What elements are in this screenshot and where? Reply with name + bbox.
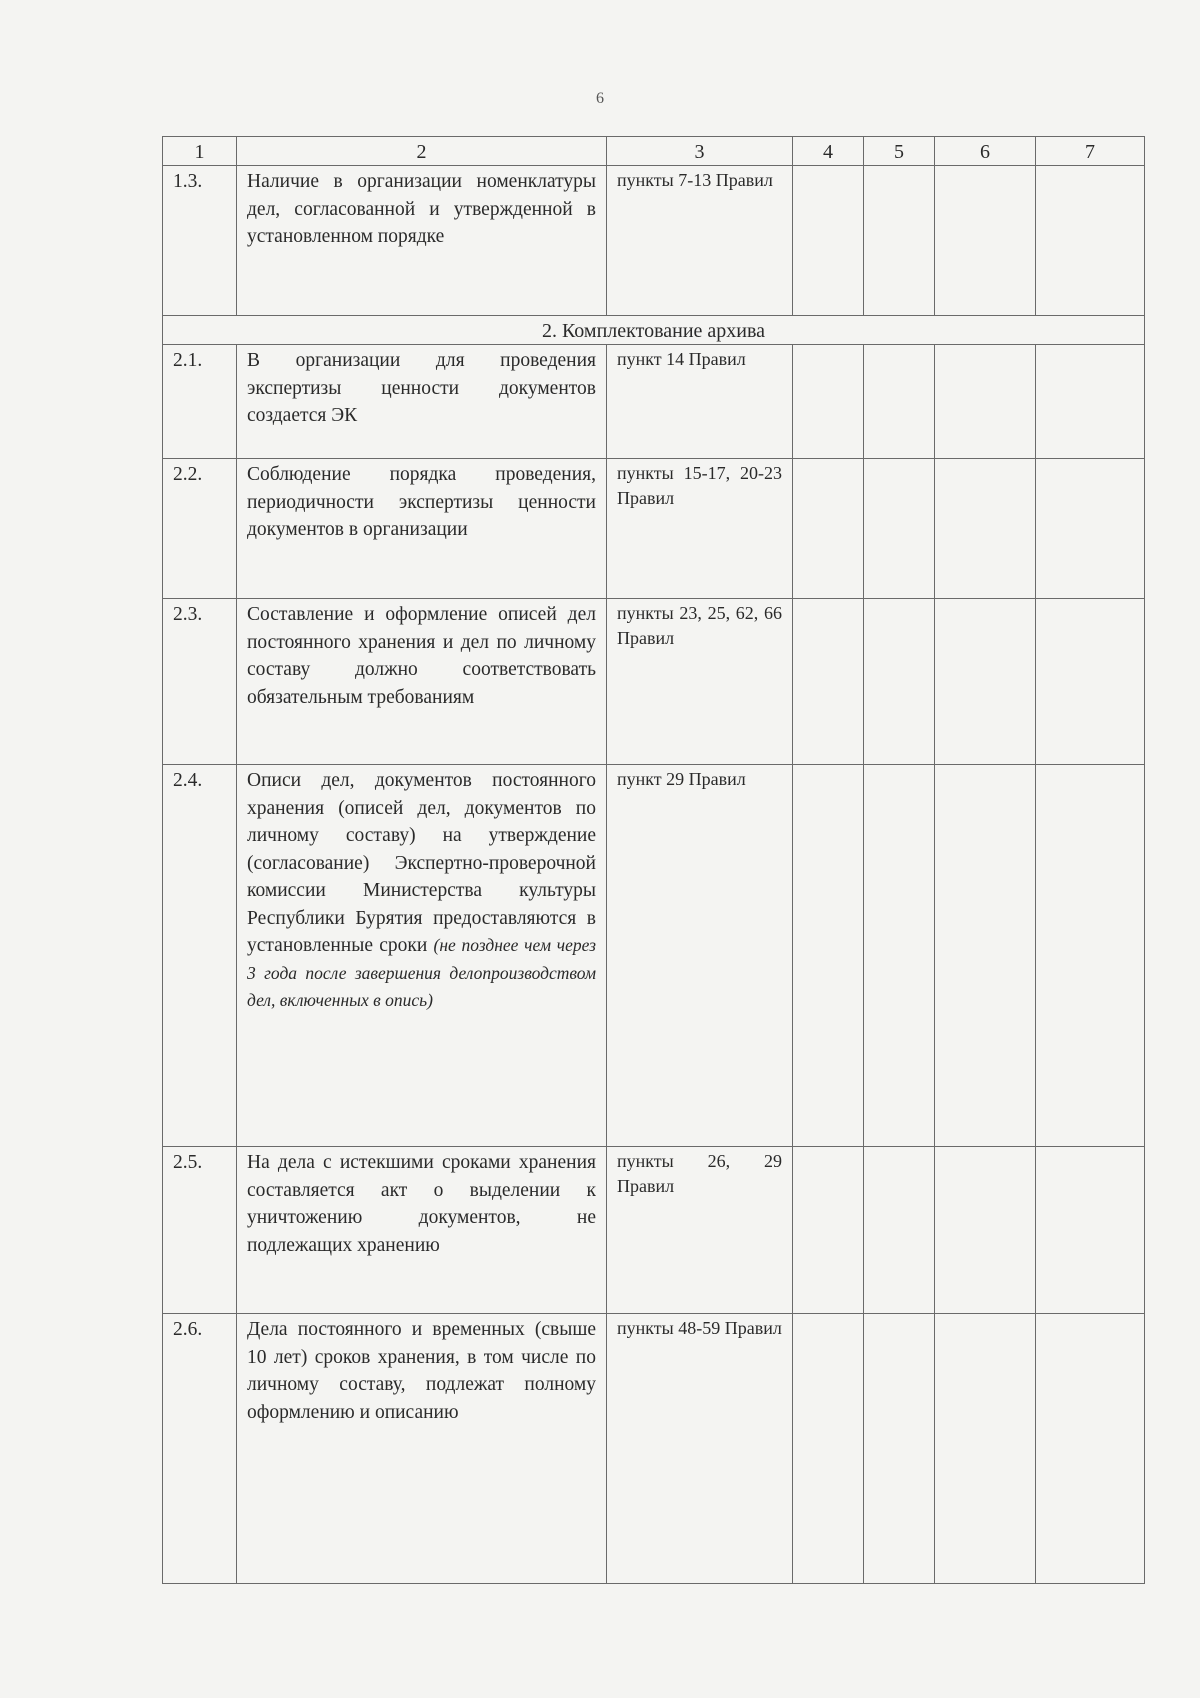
- row-number: 1.3.: [163, 166, 237, 316]
- column-header-1: 1: [163, 137, 237, 166]
- requirement-text: Соблюдение порядка проведения, периодичности экспертизы ценности документов в организации: [237, 459, 607, 599]
- empty-cell: [864, 1314, 935, 1584]
- row-number: 2.4.: [163, 765, 237, 1147]
- empty-cell: [864, 459, 935, 599]
- rules-reference: пункт 14 Правил: [607, 345, 793, 459]
- table-row: [163, 459, 1145, 599]
- requirement-main-text: Описи дел, документов постоянного хранения (описей дел, документов по личному составу) на утверждение (согласование) Экспертно-проверочной комиссии Министерства культуры Республики Бурятия предоставляются в установленные сроки: [247, 770, 596, 956]
- requirement-text: [237, 765, 607, 1147]
- empty-cell: [935, 765, 1036, 1147]
- requirement-text: Составление и оформление описей дел постоянного хранения и дел по личному составу должно соответствовать обязательным требованиям: [237, 599, 607, 765]
- table-row: [163, 166, 1145, 316]
- row-number: 2.6.: [163, 1314, 237, 1584]
- rules-reference: пункты 15-17, 20-23 Правил: [607, 459, 793, 599]
- column-header-4: 4: [793, 137, 864, 166]
- column-header-3: 3: [607, 137, 793, 166]
- empty-cell: [1036, 459, 1145, 599]
- section-title: 2. Комплектование архива: [163, 316, 1145, 345]
- rules-reference: пункт 29 Правил: [607, 765, 793, 1147]
- table-header-row: [163, 137, 1145, 166]
- empty-cell: [793, 166, 864, 316]
- table-row: [163, 345, 1145, 459]
- empty-cell: [793, 345, 864, 459]
- empty-cell: [1036, 1314, 1145, 1584]
- requirement-note: (не позднее чем через 3 года после завершения делопроизводством дел, включенных в опись): [247, 935, 596, 1010]
- empty-cell: [864, 345, 935, 459]
- row-number: 2.1.: [163, 345, 237, 459]
- row-number: 2.5.: [163, 1147, 237, 1314]
- row-number: 2.3.: [163, 599, 237, 765]
- empty-cell: [864, 765, 935, 1147]
- table-row: [163, 599, 1145, 765]
- checklist-table: [162, 136, 1145, 1584]
- empty-cell: [793, 1314, 864, 1584]
- empty-cell: [935, 166, 1036, 316]
- table-row: [163, 1314, 1145, 1584]
- empty-cell: [935, 1314, 1036, 1584]
- column-header-7: 7: [1036, 137, 1145, 166]
- empty-cell: [935, 459, 1036, 599]
- empty-cell: [793, 765, 864, 1147]
- rules-reference: пункты 7-13 Правил: [607, 166, 793, 316]
- column-header-5: 5: [864, 137, 935, 166]
- column-header-2: 2: [237, 137, 607, 166]
- empty-cell: [864, 599, 935, 765]
- rules-reference: пункты 48-59 Правил: [607, 1314, 793, 1584]
- rules-reference: пункты 26, 29 Правил: [607, 1147, 793, 1314]
- requirement-text: Наличие в организации номенклатуры дел, согласованной и утвержденной в установленном порядке: [237, 166, 607, 316]
- empty-cell: [935, 1147, 1036, 1314]
- rules-reference: пункты 23, 25, 62, 66 Правил: [607, 599, 793, 765]
- empty-cell: [864, 1147, 935, 1314]
- empty-cell: [793, 1147, 864, 1314]
- empty-cell: [793, 459, 864, 599]
- page-number: 6: [596, 90, 604, 107]
- empty-cell: [935, 345, 1036, 459]
- requirement-text: В организации для проведения экспертизы ценности документов создается ЭК: [237, 345, 607, 459]
- requirement-text: На дела с истекшими сроками хранения составляется акт о выделении к уничтожению документов, не подлежащих хранению: [237, 1147, 607, 1314]
- empty-cell: [1036, 599, 1145, 765]
- empty-cell: [1036, 345, 1145, 459]
- requirement-text: Дела постоянного и временных (свыше 10 лет) сроков хранения, в том числе по личному составу, подлежат полному оформлению и описанию: [237, 1314, 607, 1584]
- section-header-row: [163, 316, 1145, 345]
- empty-cell: [1036, 166, 1145, 316]
- table-row: [163, 1147, 1145, 1314]
- empty-cell: [935, 599, 1036, 765]
- column-header-6: 6: [935, 137, 1036, 166]
- empty-cell: [1036, 1147, 1145, 1314]
- row-number: 2.2.: [163, 459, 237, 599]
- empty-cell: [793, 599, 864, 765]
- table-row: [163, 765, 1145, 1147]
- empty-cell: [1036, 765, 1145, 1147]
- empty-cell: [864, 166, 935, 316]
